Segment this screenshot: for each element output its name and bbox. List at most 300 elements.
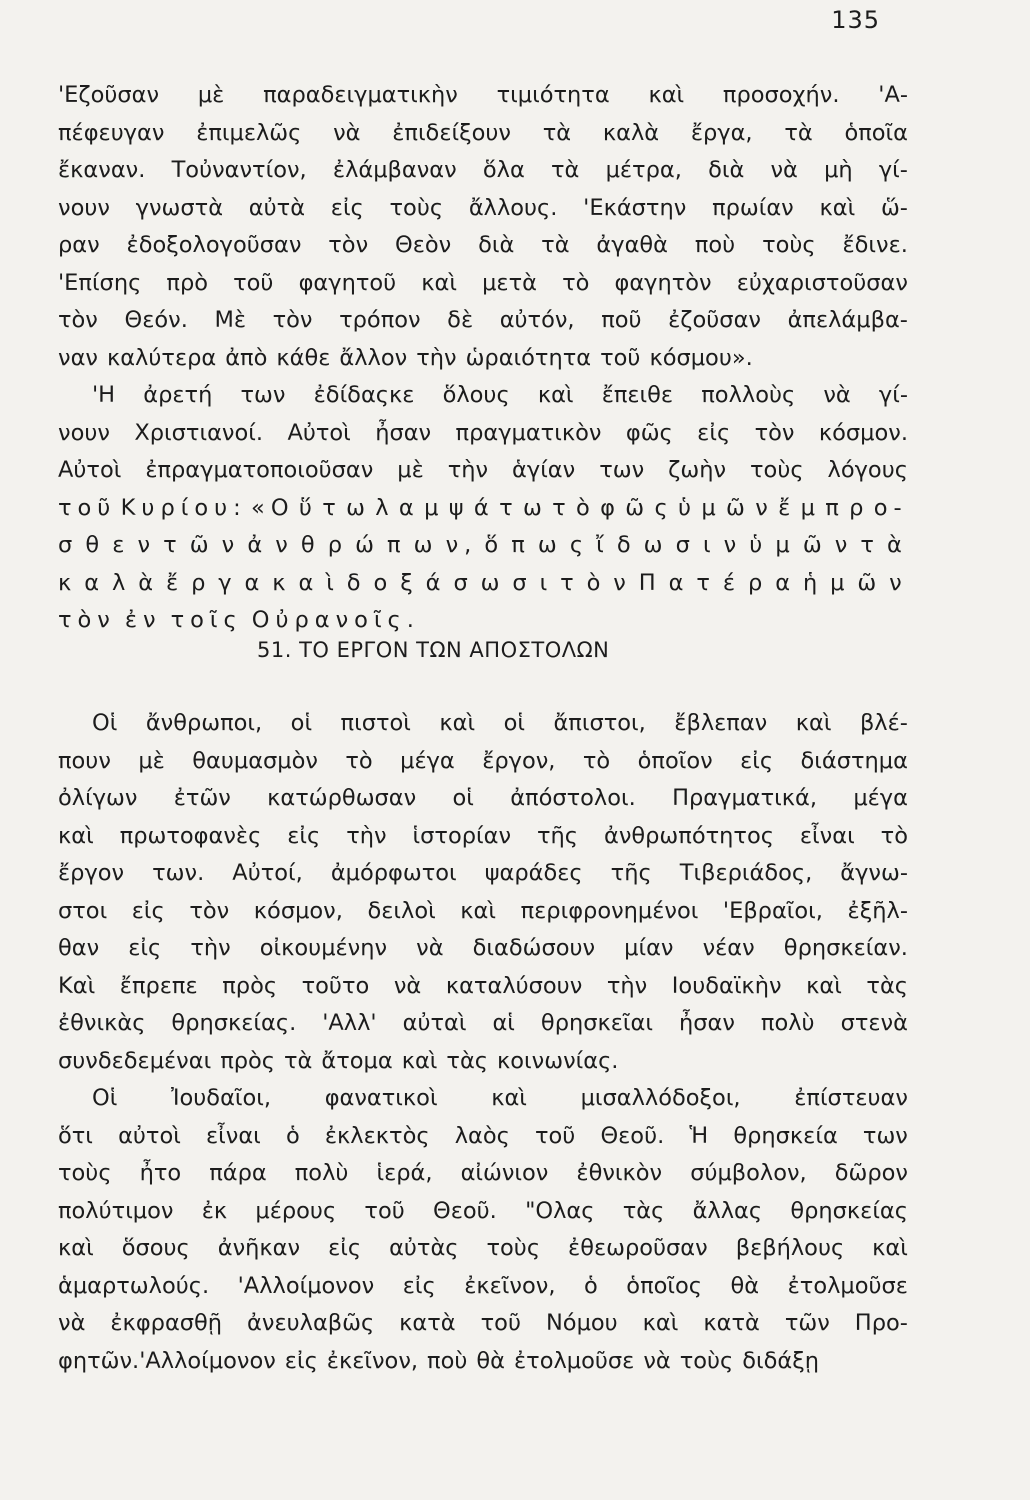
text-line <box>58 1118 908 1156</box>
word: νὰ <box>333 119 361 146</box>
word: νέαν <box>702 935 755 961</box>
word: κόσμον. <box>818 419 908 446</box>
text-line <box>58 377 908 415</box>
word: καὶ <box>58 1235 94 1261</box>
text-line <box>58 1193 908 1231</box>
word: Ιουδαϊκὴν <box>671 972 782 999</box>
word: "Ολας <box>525 1197 595 1224</box>
text-line <box>58 227 908 265</box>
word: πρὸς <box>222 972 278 999</box>
word: π <box>511 532 531 558</box>
word: οἱ <box>290 710 313 736</box>
word: φαγητὸν <box>614 269 712 296</box>
word: ἡ <box>802 569 824 596</box>
word: μέτρα, <box>605 157 682 183</box>
word: τὰ <box>551 157 580 183</box>
word: τ <box>322 494 342 521</box>
word: ἐν <box>124 607 162 633</box>
word: τὰ <box>541 232 570 258</box>
word: ἔργον <box>58 860 125 886</box>
word: τὸν <box>328 232 369 258</box>
word: νὰ <box>416 935 444 961</box>
word: κάθε <box>276 344 331 371</box>
text-line <box>58 818 908 856</box>
word: πρωίαν <box>712 194 794 221</box>
word: ἄπιστοι, <box>553 710 646 736</box>
word: μὲ <box>197 82 225 108</box>
word: τῆς <box>537 822 579 849</box>
word: ὁ <box>584 1272 598 1299</box>
word: ἐκεῖνον, <box>464 1272 556 1299</box>
word: ἀγαθὰ <box>596 232 668 258</box>
word: ῶ <box>189 532 215 558</box>
word: ἐπίστευαν <box>794 1085 908 1111</box>
word: καὶ <box>439 710 476 736</box>
text-line <box>58 705 908 743</box>
page-number: 135 <box>831 6 880 34</box>
word: 'Εκάστην <box>583 194 687 221</box>
word: λαὸς <box>454 1122 510 1149</box>
word: τὸ <box>880 822 908 849</box>
word: οἱ <box>503 710 525 736</box>
word: φαγητοῦ <box>298 269 397 296</box>
word: τὰς <box>866 972 908 999</box>
word: ε <box>112 532 131 558</box>
word: ἀμόρφωτοι <box>330 860 457 886</box>
word: τοὺς <box>750 457 804 483</box>
word: ἔδινε. <box>842 232 908 258</box>
word: λόγους <box>827 457 908 483</box>
word: τοὺς <box>679 1347 734 1374</box>
word: κ <box>272 569 292 596</box>
word: ἔπρεπε <box>119 972 198 999</box>
word: α <box>775 569 797 596</box>
word: λ <box>111 569 132 596</box>
text-line <box>58 1305 908 1343</box>
word: ἐτολμοῦσε <box>787 1272 908 1299</box>
word: ἀπελάμβα- <box>787 307 908 333</box>
text-line <box>58 743 908 781</box>
word: μίαν <box>624 935 674 961</box>
word: Καὶ <box>58 972 96 999</box>
word: μέγα <box>400 747 455 774</box>
word: ρ <box>327 532 349 558</box>
text-line <box>58 115 908 153</box>
word: ἄγνω- <box>840 860 908 886</box>
word: σ <box>58 532 79 558</box>
word: ἱστορίαν <box>412 822 512 849</box>
word: ώ <box>355 532 380 558</box>
word: τοῦ <box>600 344 641 371</box>
word: Αὐτοί, <box>232 860 303 886</box>
word: ἁμαρτωλούς. <box>58 1272 210 1299</box>
word: τῶν <box>784 1310 830 1336</box>
word: ι <box>539 569 554 596</box>
word: νουν <box>58 419 110 446</box>
word: ἐπραγματοποιοῦσαν <box>145 457 374 483</box>
word: ἔβλεπαν <box>674 710 768 736</box>
word: Θεὸν <box>395 232 452 258</box>
paragraph-block-2 <box>58 705 908 1380</box>
word: ν <box>275 532 294 558</box>
word: γί- <box>878 382 908 408</box>
word: μετὰ <box>482 269 537 296</box>
word: ὥ- <box>880 194 908 221</box>
word: ψαράδες <box>484 860 583 886</box>
word: τὴν <box>416 344 457 371</box>
word: οἱ <box>452 785 474 811</box>
word: ἐκεῖνον, <box>326 1347 419 1374</box>
word: τοῦ <box>58 494 117 521</box>
word: ἐδίδαςκε <box>313 382 415 408</box>
word: ἔκαναν. <box>58 157 146 183</box>
word: συνδεδεμέναι <box>58 1047 212 1074</box>
text-line <box>58 968 908 1006</box>
word: πολὺ <box>760 1010 815 1036</box>
word: μὲ <box>397 457 424 483</box>
word: τὰ <box>542 119 572 146</box>
word: καὶ <box>460 897 497 924</box>
word: ἐτολμοῦσε <box>514 1347 635 1374</box>
word: τῆς <box>610 860 652 886</box>
word: τοῦ <box>534 1122 576 1149</box>
word: ς <box>569 532 590 558</box>
word: θαυμασμὸν <box>192 747 318 774</box>
word: τὸν <box>754 419 795 446</box>
word: περιφρονημένοι <box>520 897 699 924</box>
word: φ <box>600 494 621 521</box>
word: Αὐτοὶ <box>58 457 122 483</box>
word: Τοὐναντίον, <box>171 157 307 183</box>
word: α <box>244 569 266 596</box>
word: ἔ <box>778 494 797 521</box>
word: τοὺς <box>486 1235 541 1261</box>
word: 'Αλλοίμονον <box>237 1272 375 1299</box>
word: ω <box>413 532 439 558</box>
word: ἀνῆκαν <box>217 1235 301 1261</box>
word: ἄλλας <box>692 1197 763 1224</box>
word: Νόμου <box>545 1310 618 1336</box>
word: ἔ <box>165 569 185 596</box>
word: τὰς <box>622 1197 665 1224</box>
text-line <box>58 340 908 378</box>
word: εὐχαριστοῦσαν <box>736 269 908 296</box>
word: μ <box>701 494 722 521</box>
word: τὰς <box>446 1047 489 1074</box>
word: 'Η <box>92 382 116 408</box>
text-line <box>58 893 908 931</box>
word: σύμβολον, <box>690 1160 807 1186</box>
word: πολύτιμον <box>58 1197 174 1224</box>
word: ς <box>654 494 674 521</box>
word: ω <box>537 532 563 558</box>
word: ἄλλους. <box>468 194 558 221</box>
word: ν <box>834 532 854 558</box>
word: τρόπον <box>339 307 421 333</box>
word: ν <box>613 569 632 596</box>
word: θαν <box>58 935 100 961</box>
word: κατώρθωσαν <box>267 785 417 811</box>
word: Θεόν. <box>124 307 188 333</box>
text-line <box>58 1155 908 1193</box>
word: εἰς <box>328 1235 362 1261</box>
word: κατὰ <box>703 1310 760 1336</box>
word: τὸ <box>562 269 590 296</box>
word: τὴν <box>447 457 489 483</box>
word: τ <box>552 494 572 521</box>
word: ῶ <box>726 494 751 521</box>
word: γνωστὰ <box>135 194 224 221</box>
word: 'Εβραῖοι, <box>722 897 823 924</box>
word: ὰ <box>138 569 160 596</box>
word: στενὰ <box>840 1010 908 1036</box>
word: βεβήλους <box>735 1235 845 1261</box>
word: παραδειγματικὴν <box>263 82 458 108</box>
word: αὐτὰ <box>248 194 306 221</box>
word: ἐπιμελῶς <box>196 119 302 146</box>
text-line <box>58 855 908 893</box>
word: νὰ <box>393 972 422 999</box>
word: εἰς <box>128 935 162 961</box>
word: πουν <box>58 747 111 774</box>
word: μ <box>775 532 796 558</box>
word: 'Εζοῦσαν <box>58 82 160 108</box>
word: των <box>862 1122 908 1149</box>
word: φητῶν.'Αλλοίμονον <box>58 1347 276 1374</box>
word: ὕ <box>298 494 318 521</box>
word: α <box>298 569 320 596</box>
word: τὸν <box>189 897 230 924</box>
word: ἐθνικὰς <box>58 1010 146 1036</box>
word: καὶ <box>819 194 856 221</box>
word: Οἱ <box>92 1085 118 1111</box>
word: ὁποῖα <box>844 119 908 146</box>
word: ἐθεωροῦσαν <box>568 1235 708 1261</box>
word: αὐτὰς <box>389 1235 459 1261</box>
word: ὀλίγων <box>58 785 138 811</box>
word: έ <box>722 569 742 596</box>
word: ἀνευλαβῶς <box>247 1310 375 1336</box>
word: καλὰ <box>602 119 660 146</box>
text-line <box>58 302 908 340</box>
text-line <box>58 565 908 603</box>
word: μὴ <box>824 157 853 183</box>
word: ὶ <box>326 569 340 596</box>
word: ὑ <box>749 532 769 558</box>
word: ἐκ <box>201 1197 228 1224</box>
word: καὶ <box>491 1085 527 1111</box>
word: εἶναι <box>799 822 855 849</box>
word: ὁποῖος <box>626 1272 702 1299</box>
word: ἐζοῦσαν <box>668 307 761 333</box>
word: δῶρον <box>834 1160 908 1186</box>
word: ά <box>473 494 495 521</box>
word: καὶ <box>401 1047 438 1074</box>
word: καὶ <box>537 382 574 408</box>
word: τοῦ <box>480 1310 521 1336</box>
word: λ <box>375 494 395 521</box>
word: μὲ <box>138 747 165 774</box>
word: ἐλάμβαναν <box>332 157 457 183</box>
word: ν, <box>445 532 478 558</box>
word: θρησκείας. <box>171 1010 297 1036</box>
text-line <box>58 1043 908 1081</box>
word: ὅ <box>484 532 505 558</box>
word: θρησκεῖαι <box>540 1010 653 1036</box>
word: ποὺ <box>694 232 736 258</box>
word: εἶναι <box>206 1122 261 1149</box>
word: ὅτι <box>58 1122 93 1149</box>
word: Τιβεριάδος, <box>679 860 813 886</box>
word: ῶ <box>625 494 651 521</box>
paragraph-block-1 <box>58 77 908 640</box>
word: καὶ <box>795 710 832 736</box>
word: Π <box>638 569 662 596</box>
word: ξ <box>400 569 419 596</box>
word: ψ <box>448 494 470 521</box>
word: ὡραιότητα <box>465 344 592 371</box>
word: εἰς <box>402 1272 436 1299</box>
word: Οἱ <box>92 710 118 736</box>
word: αἱ <box>492 1010 515 1036</box>
word: μέρους <box>255 1197 337 1224</box>
word: ἔργον, <box>482 747 556 774</box>
word: Θεοῦ. <box>433 1197 497 1224</box>
word: τοὺς <box>389 194 444 221</box>
word: ὰ <box>887 532 908 558</box>
word: 'Επίσης <box>58 269 142 296</box>
word: αἰώνιον <box>460 1160 549 1186</box>
word: μέγα <box>853 785 908 811</box>
word: ἐκλεκτὸς <box>324 1122 430 1149</box>
word: τὰ <box>784 119 813 146</box>
word: ω <box>522 494 548 521</box>
text-line <box>58 152 908 190</box>
word: Προ- <box>854 1310 908 1336</box>
word: δ <box>616 532 637 558</box>
word: καὶ <box>872 1235 908 1261</box>
word: των <box>599 457 645 483</box>
text-line <box>58 1268 908 1306</box>
word: θ <box>85 532 106 558</box>
text-line <box>58 1005 908 1043</box>
word: καὶ <box>58 822 94 849</box>
text-line <box>58 780 908 818</box>
word: σ <box>675 532 696 558</box>
word: ποῦ <box>601 307 642 333</box>
word: τ <box>860 532 880 558</box>
word: ἴ <box>596 532 610 558</box>
word: νὰ <box>643 1347 671 1374</box>
word: ω <box>480 569 506 596</box>
word: τὴν <box>190 935 231 961</box>
word: πολλοὺς <box>701 382 796 408</box>
word: αὐτοὶ <box>118 1122 181 1149</box>
word: ἱερά, <box>376 1160 433 1186</box>
word: τ <box>499 494 519 521</box>
word: σ <box>512 569 533 596</box>
text-line <box>58 190 908 228</box>
text-line <box>58 527 908 565</box>
word: πολὺ <box>294 1160 349 1186</box>
word: κόσμου». <box>649 344 753 371</box>
word: πέφευγαν <box>58 119 165 146</box>
word: ἐκφρασθῇ <box>110 1310 223 1336</box>
text-line <box>58 1080 908 1118</box>
word: ἐξῆλ- <box>847 897 908 924</box>
word: τ <box>163 532 183 558</box>
word: ἀνθρωπότητος <box>603 822 774 849</box>
word: ι <box>702 532 717 558</box>
word: στοι <box>58 897 108 924</box>
word: καὶ <box>642 1310 679 1336</box>
word: καὶ <box>421 269 457 296</box>
word: πρὸς <box>220 1047 276 1074</box>
word: Θεοῦ. <box>600 1122 665 1149</box>
word: τοὺς <box>762 232 816 258</box>
word: α <box>84 569 106 596</box>
word: τοὺς <box>58 1160 112 1186</box>
word: ω <box>643 532 669 558</box>
word: θρησκεία <box>733 1122 838 1149</box>
word: ἦτο <box>139 1160 182 1186</box>
word: εἰς <box>284 1347 318 1374</box>
word: ἦσαν <box>678 1010 735 1036</box>
word: δ <box>346 569 367 596</box>
word: διδάξῃ <box>742 1347 820 1374</box>
word: 'Α- <box>878 82 908 108</box>
word: ἐθνικὸν <box>576 1160 663 1186</box>
word: νὰ <box>823 382 851 408</box>
word: τὸν <box>272 307 313 333</box>
word: Κυρίου: <box>120 494 247 521</box>
word: θρησκείαν. <box>783 935 908 961</box>
word: ὸ <box>576 494 596 521</box>
word: ο <box>373 569 394 596</box>
word: τοῦ <box>233 269 274 296</box>
word: ν <box>221 532 241 558</box>
word: ά <box>425 569 447 596</box>
word: α <box>668 569 690 596</box>
word: ν <box>755 494 774 521</box>
word: ο- <box>873 494 908 521</box>
word: γί- <box>878 157 908 183</box>
word: Μὲ <box>214 307 247 333</box>
word: ναν <box>58 344 98 371</box>
text-line <box>58 1230 908 1268</box>
word: ποὺ <box>427 1347 468 1374</box>
word: αὐταὶ <box>402 1010 467 1036</box>
word: πάρα <box>209 1160 267 1186</box>
word: ὑ <box>678 494 698 521</box>
word: φῶς <box>625 419 673 446</box>
word: Οὐρανοῖς. <box>251 607 420 633</box>
word: εἰς <box>697 419 731 446</box>
word: εἰς <box>287 822 321 849</box>
word: ἔπειθε <box>601 382 674 408</box>
word: βλέ- <box>859 710 908 736</box>
word: τ <box>696 569 716 596</box>
word: ἁγίαν <box>512 457 576 483</box>
word: ζωὴν <box>668 457 727 483</box>
word: μισαλλόδοξοι, <box>580 1085 741 1111</box>
word: μ <box>830 569 851 596</box>
word: αὐτόν, <box>499 307 575 333</box>
word: μ <box>800 494 821 521</box>
word: ὸ <box>586 569 607 596</box>
word: ἀρετή <box>143 382 213 408</box>
word: ὁ <box>285 1122 300 1149</box>
